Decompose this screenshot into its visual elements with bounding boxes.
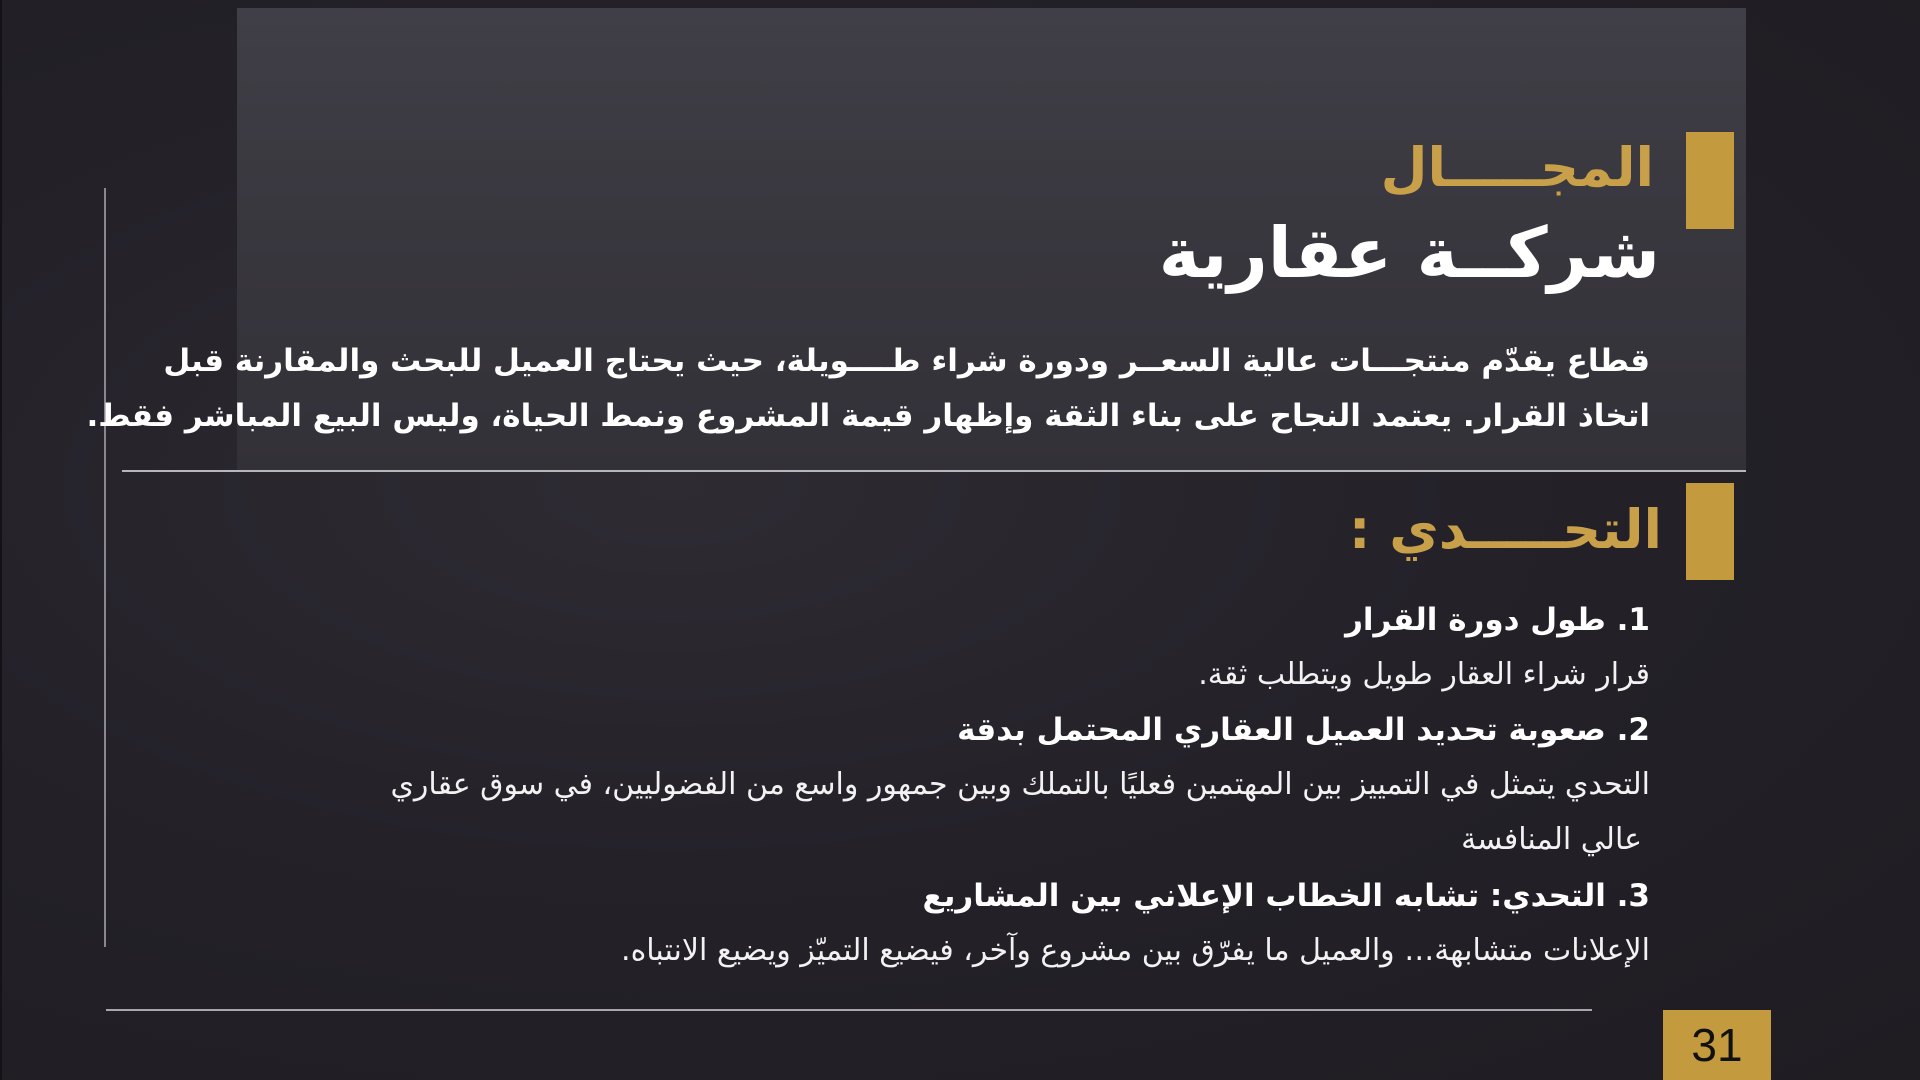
page-number: 31 — [1691, 1019, 1743, 1071]
challenge-item-body: قرار شراء العقار طويل ويتطلب ثقة. — [1198, 657, 1650, 692]
left-edge-strip — [0, 0, 2, 1080]
footer-divider — [106, 1009, 1592, 1011]
challenge-item-body: عالي المنافسة — [1461, 822, 1642, 857]
challenge-item-body: التحدي يتمثل في التمييز بين المهتمين فعليًا بالتملك وبين جمهور واسع من الفضوليين، في سوق عقاري — [390, 767, 1650, 802]
vertical-divider — [104, 188, 106, 947]
intro-line: قطاع يقدّم منتجـــات عالية السعــر ودورة شراء طــــويلة، حيث يحتاج العميل للبحث والمقارنة قبل — [163, 343, 1650, 379]
intro-line: اتخاذ القرار. يعتمد النجاح على بناء الثقة وإظهار قيمة المشروع ونمط الحياة، وليس البيع المباشر فقط. — [86, 398, 1650, 434]
field-accent-bar — [1686, 132, 1734, 229]
intro-paragraph — [86, 334, 1650, 444]
section-divider — [122, 470, 1746, 472]
field-heading: المجـــــال — [1380, 136, 1654, 199]
challenge-accent-bar — [1686, 483, 1734, 580]
challenge-item-body: الإعلانات متشابهة… والعميل ما يفرّق بين مشروع وآخر، فيضيع التميّز ويضيع الانتباه. — [621, 933, 1650, 968]
challenge-heading: التحـــــدي : — [1348, 498, 1662, 561]
company-type-title: شركــة عقارية — [1158, 212, 1660, 294]
challenge-item-title: 2. صعوبة تحديد العميل العقاري المحتمل بدقة — [957, 712, 1650, 748]
page-number-badge — [1663, 1010, 1771, 1080]
challenge-item-title: 1. طول دورة القرار — [1345, 602, 1650, 638]
challenge-item-title: 3. التحدي: تشابه الخطاب الإعلاني بين المشاريع — [922, 878, 1650, 914]
